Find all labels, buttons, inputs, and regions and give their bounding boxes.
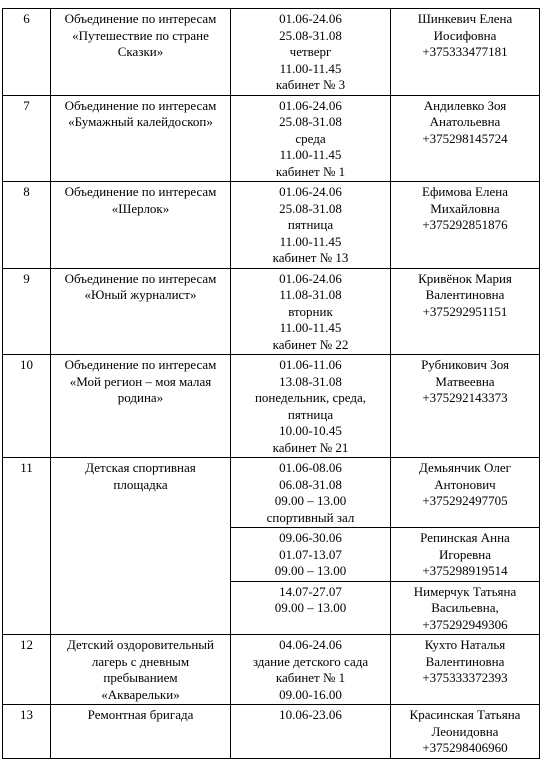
schedule-line: 25.08-31.08 bbox=[279, 200, 342, 216]
contact-name-line: Шинкевич Елена bbox=[417, 11, 513, 26]
activity-name-line: площадка bbox=[113, 476, 168, 492]
schedule-table-body bbox=[3, 9, 540, 759]
schedule-cell bbox=[231, 268, 391, 355]
activity-name-line: «Бумажный калейдоскоп» bbox=[68, 114, 213, 129]
activity-name bbox=[51, 182, 231, 269]
schedule-line: кабинет № 22 bbox=[272, 336, 349, 352]
responsible-contact-cell bbox=[391, 268, 540, 355]
row-number: 6 bbox=[3, 9, 51, 96]
schedule-table bbox=[2, 8, 540, 759]
row-number: 8 bbox=[3, 182, 51, 269]
contact-name-line: Игоревна bbox=[438, 546, 492, 562]
phone-number: +375292949306 bbox=[422, 616, 508, 632]
phone-number: +375298145724 bbox=[422, 130, 508, 146]
schedule-line: кабинет № 13 bbox=[272, 250, 349, 265]
responsible-contact-cell bbox=[391, 635, 540, 705]
activity-name-line: «Юный журналист» bbox=[84, 287, 197, 302]
activity-name bbox=[51, 705, 231, 759]
schedule-line: 01.07-13.07 bbox=[279, 546, 342, 562]
schedule-line: 09.00 – 13.00 bbox=[274, 563, 347, 578]
activity-name-line: Детский оздоровительный bbox=[66, 637, 214, 652]
phone-number: +375292143373 bbox=[422, 390, 508, 405]
schedule-line: 09.00 – 13.00 bbox=[274, 600, 347, 615]
schedule-line: 11.00-11.45 bbox=[279, 233, 342, 249]
table-row bbox=[3, 268, 540, 355]
table-row bbox=[3, 705, 540, 759]
schedule-line: 14.07-27.07 bbox=[279, 583, 342, 599]
schedule-line: 11.08-31.08 bbox=[279, 287, 342, 302]
activity-name-line: Объединение по интересам bbox=[64, 357, 217, 372]
schedule-cell bbox=[231, 528, 391, 582]
schedule-line: кабинет № 1 bbox=[275, 163, 346, 179]
phone-number: +375292951151 bbox=[422, 303, 508, 319]
schedule-line: вторник bbox=[288, 303, 333, 319]
activity-name-line: «Акварельки» bbox=[101, 686, 180, 702]
schedule-line: 01.06-24.06 bbox=[279, 184, 342, 199]
row-number: 13 bbox=[3, 705, 51, 759]
row-number: 10 bbox=[3, 355, 51, 458]
schedule-line: кабинет № 21 bbox=[272, 439, 349, 455]
contact-name-line: Иосифовна bbox=[433, 27, 497, 43]
schedule-line: 06.08-31.08 bbox=[279, 476, 342, 492]
activity-name bbox=[51, 95, 231, 182]
contact-name-line: Андилевко Зоя bbox=[423, 97, 507, 113]
phone-number: +375333477181 bbox=[422, 44, 508, 59]
activity-name-line: родина» bbox=[117, 390, 164, 405]
table-row bbox=[3, 635, 540, 705]
schedule-line: 25.08-31.08 bbox=[279, 114, 342, 129]
phone-number: +375298919514 bbox=[422, 563, 508, 578]
schedule-cell bbox=[231, 182, 391, 269]
schedule-cell bbox=[231, 581, 391, 635]
schedule-line: 01.06-08.06 bbox=[279, 460, 342, 475]
activity-name bbox=[51, 268, 231, 355]
row-number: 9 bbox=[3, 268, 51, 355]
activity-name-line: Объединение по интересам bbox=[64, 184, 217, 199]
contact-name-line: Репинская Анна bbox=[420, 530, 510, 545]
schedule-line: 01.06-24.06 bbox=[279, 97, 342, 113]
schedule-line: 11.00-11.45 bbox=[279, 320, 342, 335]
schedule-line: 11.00-11.45 bbox=[279, 60, 342, 76]
contact-name-line: Демьянчик Олег bbox=[419, 460, 511, 475]
schedule-cell bbox=[231, 458, 391, 528]
schedule-line: пятница bbox=[287, 406, 334, 422]
activity-name-line: Объединение по интересам bbox=[64, 97, 217, 113]
activity-name-line: «Путешествие по стране bbox=[72, 27, 209, 43]
schedule-line: 09.00 – 13.00 bbox=[274, 493, 347, 508]
responsible-contact-cell bbox=[391, 528, 540, 582]
responsible-contact-cell bbox=[391, 95, 540, 182]
schedule-line: 13.08-31.08 bbox=[279, 373, 342, 389]
table-row bbox=[3, 182, 540, 269]
responsible-contact-cell bbox=[391, 182, 540, 269]
contact-name-line: Кухто Наталья bbox=[424, 637, 506, 652]
contact-name-line: Леонидовна bbox=[431, 723, 499, 739]
schedule-line: 10.06-23.06 bbox=[279, 707, 342, 722]
phone-number: +375333372393 bbox=[422, 670, 508, 685]
contact-name-line: Ефимова Елена bbox=[422, 184, 508, 199]
schedule-cell bbox=[231, 95, 391, 182]
contact-name-line: Красинская Татьяна bbox=[409, 707, 521, 722]
row-number: 11 bbox=[3, 458, 51, 635]
schedule-line: 09.06-30.06 bbox=[279, 530, 342, 545]
schedule-cell bbox=[231, 635, 391, 705]
responsible-contact-cell bbox=[391, 705, 540, 759]
schedule-line: кабинет № 1 bbox=[275, 670, 346, 685]
schedule-line: пятница bbox=[287, 217, 334, 232]
responsible-contact-cell bbox=[391, 9, 540, 96]
row-number: 7 bbox=[3, 95, 51, 182]
schedule-cell bbox=[231, 355, 391, 458]
activity-name-line: Детская спортивная bbox=[85, 460, 196, 475]
schedule-line: понедельник, среда, bbox=[254, 390, 367, 405]
table-row bbox=[3, 355, 540, 458]
schedule-cell bbox=[231, 9, 391, 96]
schedule-line: спортивный зал bbox=[266, 509, 355, 525]
schedule-line: 25.08-31.08 bbox=[279, 27, 342, 43]
phone-number: +375292851876 bbox=[422, 217, 508, 232]
contact-name-line: Рубникович Зоя bbox=[421, 357, 509, 372]
contact-name-line: Васильевна, bbox=[431, 600, 499, 615]
activity-name bbox=[51, 355, 231, 458]
activity-name-line: Сказки» bbox=[117, 44, 164, 59]
activity-name-line: «Шерлок» bbox=[111, 200, 170, 216]
contact-name-line: Кривёнок Мария bbox=[418, 270, 512, 286]
schedule-line: кабинет № 3 bbox=[275, 77, 346, 92]
schedule-line: 09.00-16.00 bbox=[279, 686, 342, 702]
schedule-line: 10.00-10.45 bbox=[279, 423, 342, 438]
table-row bbox=[3, 458, 540, 528]
table-row bbox=[3, 9, 540, 96]
phone-number: +375292497705 bbox=[422, 493, 508, 508]
schedule-line: 11.00-11.45 bbox=[279, 147, 342, 162]
responsible-contact-cell bbox=[391, 355, 540, 458]
activity-name bbox=[51, 9, 231, 96]
activity-name-line: «Мой регион – моя малая bbox=[69, 373, 212, 389]
activity-name bbox=[51, 458, 231, 635]
schedule-cell bbox=[231, 705, 391, 759]
contact-name-line: Валентиновна bbox=[425, 287, 505, 302]
activity-name-line: лагерь с дневным bbox=[91, 653, 190, 669]
activity-name-line: Ремонтная бригада bbox=[87, 707, 194, 722]
activity-name-line: Объединение по интересам bbox=[64, 270, 217, 286]
contact-name-line: Михайловна bbox=[430, 200, 500, 216]
contact-name-line: Анатольевна bbox=[429, 114, 501, 129]
schedule-line: среда bbox=[295, 130, 326, 146]
schedule-line: 01.06-24.06 bbox=[279, 270, 342, 286]
activity-name-line: пребыванием bbox=[103, 670, 178, 685]
schedule-line: 01.06-11.06 bbox=[279, 357, 342, 372]
activity-name-line: Объединение по интересам bbox=[64, 11, 217, 26]
schedule-line: 04.06-24.06 bbox=[279, 637, 342, 652]
phone-number: +375298406960 bbox=[422, 740, 508, 755]
activity-name bbox=[51, 635, 231, 705]
contact-name-line: Валентиновна bbox=[425, 653, 505, 669]
contact-name-line: Антонович bbox=[434, 476, 496, 492]
contact-name-line: Матвеевна bbox=[435, 373, 495, 389]
responsible-contact-cell bbox=[391, 581, 540, 635]
row-number: 12 bbox=[3, 635, 51, 705]
responsible-contact-cell bbox=[391, 458, 540, 528]
contact-name-line: Нимерчук Татьяна bbox=[413, 583, 517, 599]
table-row bbox=[3, 95, 540, 182]
schedule-line: четверг bbox=[289, 44, 332, 59]
schedule-line: 01.06-24.06 bbox=[279, 11, 342, 26]
schedule-line: здание детского сада bbox=[252, 653, 369, 669]
